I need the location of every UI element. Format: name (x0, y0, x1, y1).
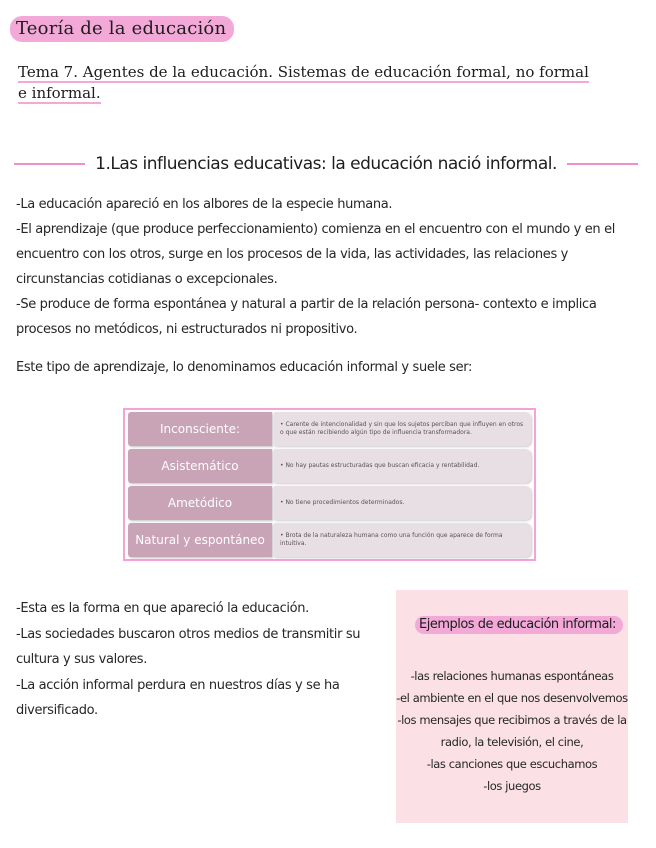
list-item: -los mensajes que recibimos a través de la (397, 713, 627, 727)
table-row (128, 523, 531, 557)
row-label: Natural y espontáneo (128, 523, 272, 557)
row-label: Inconsciente: (128, 412, 272, 446)
row-description: • No tiene procedimientos determinados. (274, 486, 531, 520)
section-paragraphs (16, 192, 636, 342)
subtitle-line-2: e informal. (18, 84, 101, 102)
examples-box (396, 590, 628, 823)
row-description: • Brota de la naturaleza humana como una función que aparece de forma intuitiva. (274, 523, 531, 557)
table-row (128, 486, 531, 520)
table-row (128, 412, 531, 446)
heading-rule-left (14, 163, 85, 165)
examples-list (396, 665, 628, 797)
row-label: Ametódico (128, 486, 272, 520)
table-row (128, 449, 531, 483)
list-item: -el ambiente en el que nos desenvolvemos (396, 691, 628, 705)
subtitle-line-1: Tema 7. Agentes de la educación. Sistemas de educación formal, no formal (18, 63, 589, 81)
section-heading (14, 152, 638, 176)
section-heading-text: 1.Las influencias educativas: la educación nació informal. (95, 154, 557, 174)
examples-title: Ejemplos de educación informal: (415, 616, 623, 634)
intro-text: Este tipo de aprendizaje, lo denominamos educación informal y suele ser: (16, 360, 473, 375)
list-item: -las relaciones humanas espontáneas (410, 669, 614, 683)
paragraph: -El aprendizaje (que produce perfeccionamiento) comienza en el encuentro con el mundo y en el encuentro con los otros, surge en los procesos de la vida, las actividades, las relaciones y circunstancias cotidianas o excepcionales. (16, 222, 615, 287)
list-item: -los juegos (483, 779, 541, 793)
page-title: Teoría de la educación (10, 16, 234, 42)
page-subtitle (18, 62, 633, 104)
note-line: -Esta es la forma en que apareció la educación. (16, 601, 309, 616)
row-description: • No hay pautas estructuradas que buscan eficacia y rentabilidad. (274, 449, 531, 483)
row-description: • Carente de intencionalidad y sin que los sujetos perciban que influyen en otros o que están recibiendo algún tipo de influencia transformadora. (274, 412, 531, 446)
note-line: -Las sociedades buscaron otros medios de transmitir su cultura y sus valores. (16, 626, 361, 667)
bottom-left-notes (16, 596, 366, 724)
row-label: Asistemático (128, 449, 272, 483)
list-item: -las canciones que escuchamos (426, 757, 598, 771)
paragraph: -Se produce de forma espontánea y natural a partir de la relación persona- contexto e implica procesos no metódicos, ni estructurados ni propositivo. (16, 297, 597, 337)
list-item: radio, la televisión, el cine, (440, 735, 584, 749)
heading-rule-right (567, 163, 638, 165)
characteristics-table (123, 408, 536, 561)
paragraph: -La educación apareció en los albores de la especie humana. (16, 197, 393, 212)
section-intro (16, 355, 636, 380)
note-line: -La acción informal perdura en nuestros días y se ha diversificado. (16, 677, 340, 718)
